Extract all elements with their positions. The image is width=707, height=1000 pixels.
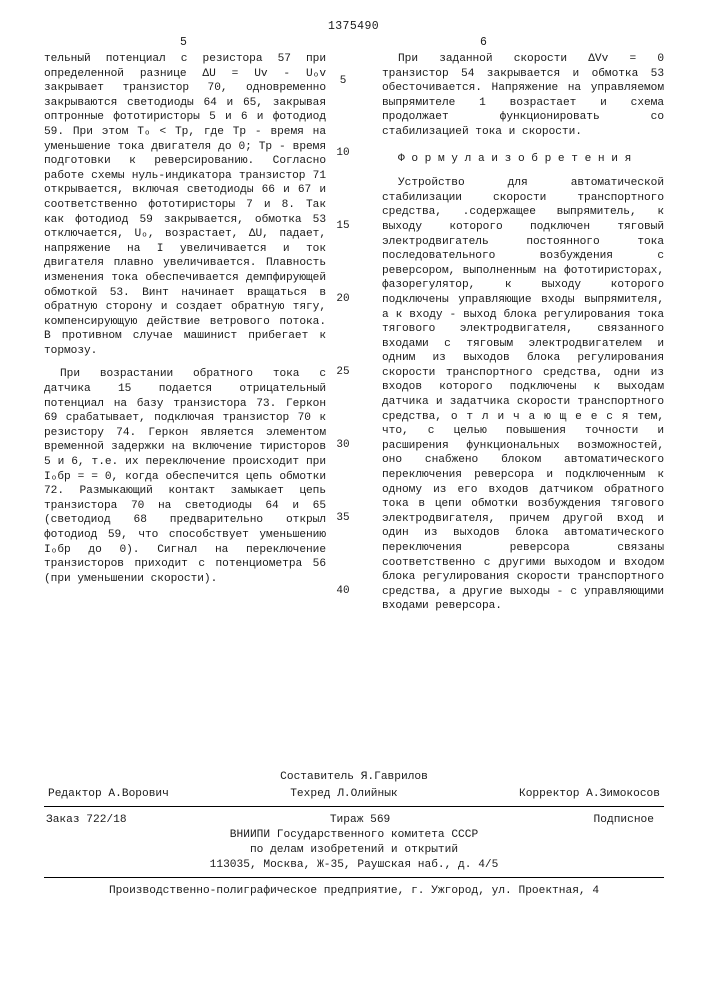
- line-number: 5: [339, 75, 347, 87]
- text-columns: [44, 52, 664, 623]
- left-column: [44, 52, 326, 623]
- line-number-gutter: [332, 52, 354, 692]
- line-number: 35: [336, 512, 350, 524]
- institute-line-2: по делам изобретений и открытий: [249, 844, 459, 856]
- staff-line: [44, 787, 664, 802]
- order-number: Заказ 722/18: [46, 814, 127, 826]
- column-number-right: 6: [480, 36, 487, 49]
- line-number: 25: [336, 366, 350, 378]
- line-number: 10: [336, 147, 350, 159]
- line-number: 30: [336, 439, 350, 451]
- printer-line: Производственно-полиграфическое предприятие, г. Ужгород, ул. Проектная, 4: [108, 885, 600, 897]
- compiler-line: Составитель Я.Гаврилов: [280, 771, 428, 783]
- corrector-name: Корректор А.Зимокосов: [519, 788, 660, 800]
- column-number-left: 5: [180, 36, 187, 49]
- paragraph: При возрастании обратного тока с датчика 15 подается отрицательный потенциал на базу транзистора 73. Геркон 69 срабатывает, подключая транзистор 70 к резистору 74. Геркон является элементом временной задержки на включение тиристоров 5 и 6, т.е. их переключение происходит при Iₒбр = = 0, когда обеспечится цепь обмотки 72. Размыкающий контакт замыкает цепь транзистора 70 на светодиоды 64 и 65 (светодиод 68 предварительно открыл фотодиод 59, что способствует уменьшению Iₒбр до 0). Сигнал на переключение транзисторов приходит с потенциометра 56 (при уменьшении скорости).: [44, 368, 326, 585]
- divider: [44, 877, 664, 878]
- paragraph: При заданной скорости ΔVᴠ = 0 транзистор 54 закрывается и обмотка 53 обесточивается. Напряжение на управляемом выпрямителе 1 возрастает и схема продолжает функционировать со стабилизацией тока и скорости.: [382, 53, 664, 138]
- patent-number: 1375490: [327, 20, 380, 33]
- techred-name: Техред Л.Олийнык: [290, 788, 398, 800]
- subscription-label: Подписное: [593, 814, 654, 826]
- claims-heading: Ф о р м у л а и з о б р е т е н и я: [398, 152, 632, 165]
- page-footer: [44, 768, 664, 899]
- line-number: 40: [336, 585, 350, 597]
- institute-address: 113035, Москва, Ж-35, Раушская наб., д. 4/5: [209, 859, 499, 871]
- line-number: 15: [336, 220, 350, 232]
- order-line: [44, 813, 664, 828]
- claim-paragraph: Устройство для автоматической стабилизации скорости транспортного средства, .содержащее выпрямитель, к выходу которого подключен тяговый электродвигатель постоянного тока последовательного возбуждения с реверсором, выполненным на фототиристорах, фазорегулятор, к выходу которого подключены управляющие входы выпрямителя, а к входу - выход блока регулирования тока тягового электродвигателя, связанного входами с тяговым электродвигателем и одним из выходов блока регулирования скорости транспортного средства, одни из входов которого подключены к выходам датчика и задатчика скорости транспортного средства, о т л и ч а ю щ е е с я тем, что, с целью повышения точности и расширения функциональных возможностей, оно снабжено блоком автоматического переключения реверсора и подключенным к одному из его входов датчиком обратного тока в цепи обмотки возбуждения тягового электродвигателя, причем другой вход и один из выходов блока автоматического переключения реверсора связаны соответственно с другими выходом и входом блока регулирования скорости транспортного средства, а другие выходы - с управляющими входами реверсора.: [382, 177, 664, 613]
- editor-name: Редактор А.Ворович: [48, 788, 169, 800]
- divider: [44, 806, 664, 807]
- paragraph: тельный потенциал с резистора 57 при определенной разнице ΔU = Uᴠ - Uₒᴠ закрывает транзистор 70, одновременно закрываются светодиоды 64 и 65, закрывая оптронные фототиристоры 5 и 6 и фотодиод 59. При этом Tₒ < Tр, где Tр - время на уменьшение тока двигателя до 0; Tр - время подготовки к реверсированию. Согласно работе схемы нуль-индикатора транзистор 71 открывается, включая светодиоды 66 и 67 и соответственно фототиристоры 7 и 8. Так как фотодиод 59 закрывается, обмотка 53 отключается, Uₒ, возрастает, ΔU, падает, напряжение на I увеличивается и ток двигателя плавно увеличивается. Плавность изменения тока обеспечивается демпфирующей обмоткой 53. Винт начинает вращаться в обратную сторону и создает обратную тягу, компенсирующую действие ветрового потока. В противном случае машинист прибегает к тормозу.: [44, 53, 326, 357]
- circulation: Тираж 569: [329, 814, 391, 826]
- right-column: [382, 52, 664, 623]
- credits-block: [44, 770, 664, 802]
- line-number: 20: [336, 293, 350, 305]
- institute-line-1: ВНИИПИ Государственного комитета СССР: [229, 829, 479, 841]
